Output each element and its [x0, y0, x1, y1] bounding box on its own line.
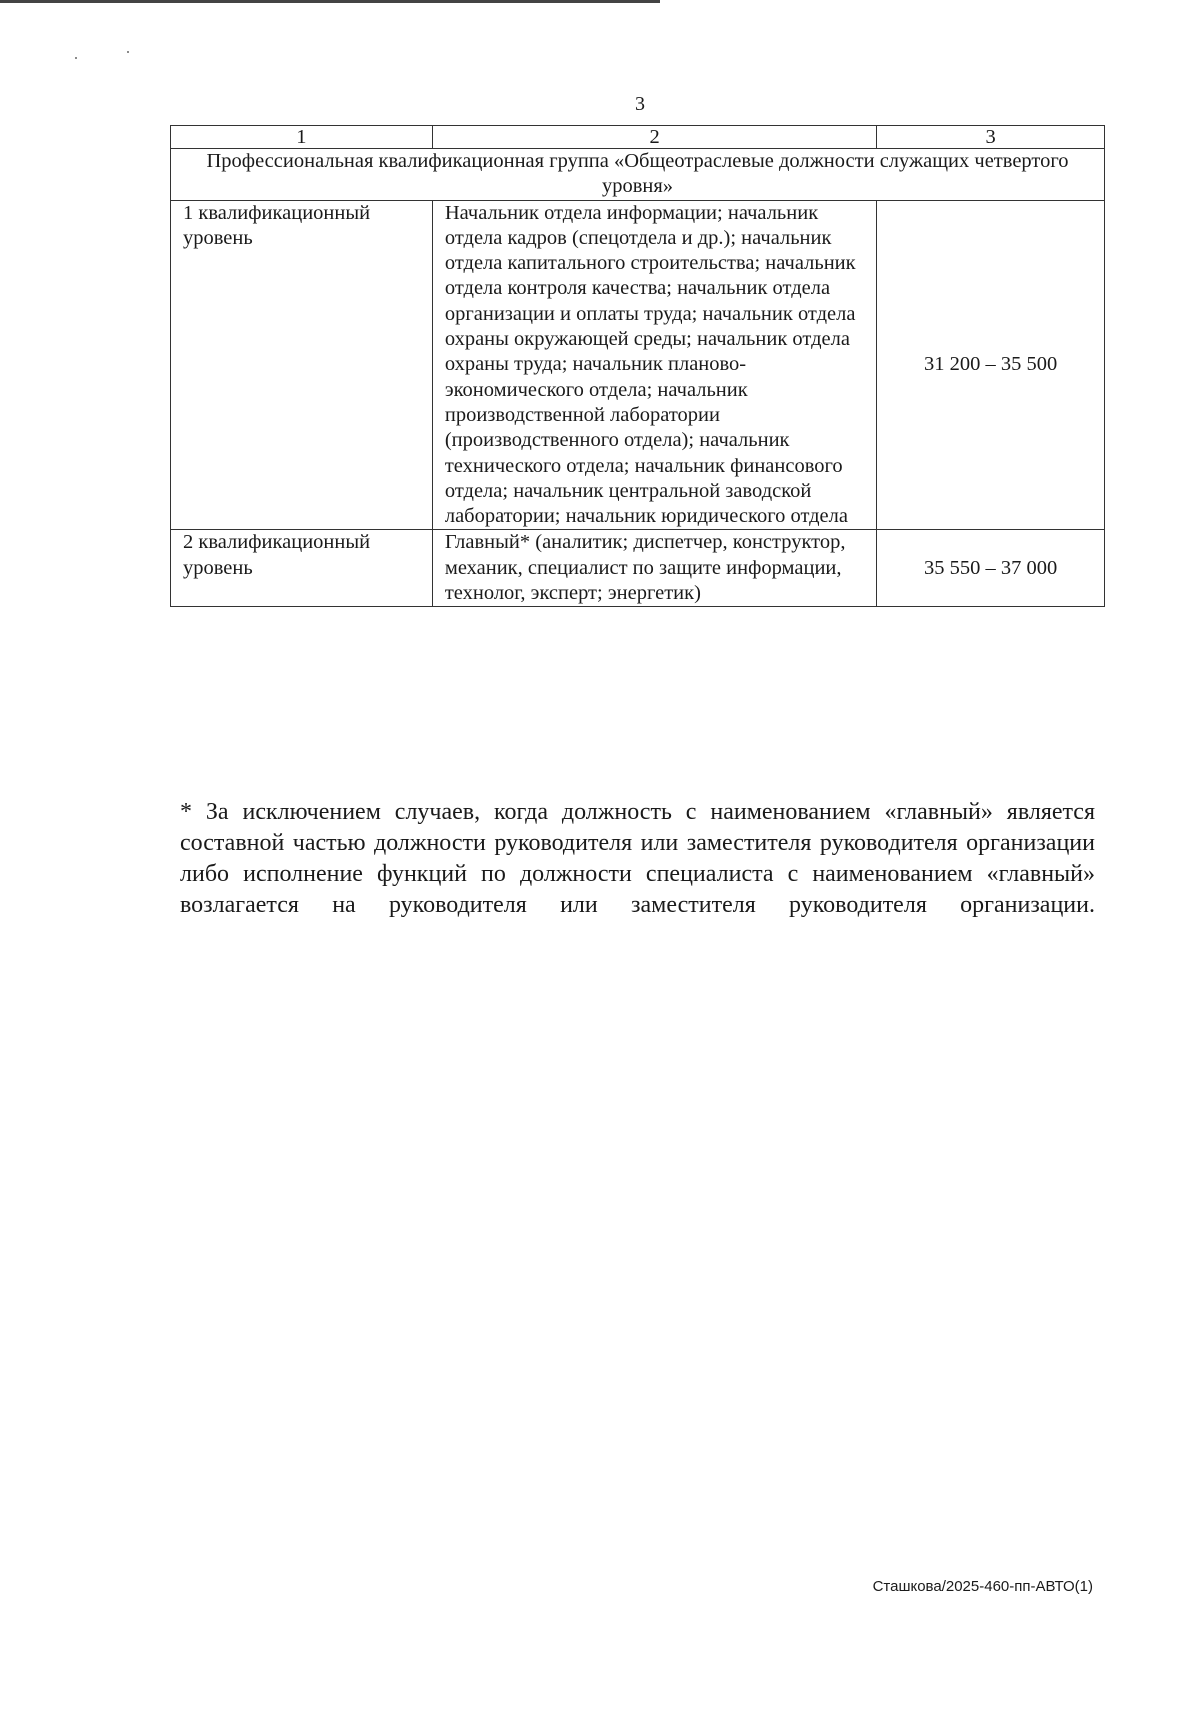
- qualification-level: 2 квалификационный уровень: [171, 530, 433, 607]
- qualification-level: 1 квалификационный уровень: [171, 200, 433, 530]
- scan-speck: [127, 51, 129, 53]
- group-title: Профессиональная квалификационная группа «Общеотраслевые должности служащих четвертого уровня»: [171, 149, 1105, 201]
- salary-range: 31 200 – 35 500: [877, 200, 1105, 530]
- column-number-cell: 3: [877, 126, 1105, 149]
- document-code: Сташкова/2025-460-пп-АВТО(1): [872, 1578, 1093, 1595]
- column-number-row: [171, 126, 1105, 149]
- group-title-row: [171, 149, 1105, 201]
- footnote: * За исключением случаев, когда должность с наименованием «главный» является составной частью должности руководителя или заместителя руководителя организации либо исполнение функций по должности специалиста с наименованием «главный» возлагается на руководителя или заместителя руководителя организации.: [180, 799, 1095, 918]
- column-number-cell: 1: [171, 126, 433, 149]
- table-row: [171, 200, 1105, 530]
- page-number: 3: [635, 93, 645, 115]
- positions-list: Начальник отдела информации; начальник отдела кадров (спецотдела и др.); начальник отдела капитального строительства; начальник отдела контроля качества; начальник отдела организации и оплаты труда; начальник отдела охраны окружающей среды; начальник отдела охраны труда; начальник планово-экономического отдела; начальник производственной лаборатории (производственного отдела); начальник технического отдела; начальник финансового отдела; начальник центральной заводской лаборатории; начальник юридического отдела: [432, 200, 877, 530]
- qualification-table: [170, 125, 1105, 607]
- scan-edge-line: [0, 0, 660, 3]
- table-row: [171, 530, 1105, 607]
- scan-speck: [75, 57, 77, 59]
- column-number-cell: 2: [432, 126, 877, 149]
- positions-list: Главный* (аналитик; диспетчер, конструктор, механик, специалист по защите информации, технолог, эксперт; энергетик): [432, 530, 877, 607]
- salary-range: 35 550 – 37 000: [877, 530, 1105, 607]
